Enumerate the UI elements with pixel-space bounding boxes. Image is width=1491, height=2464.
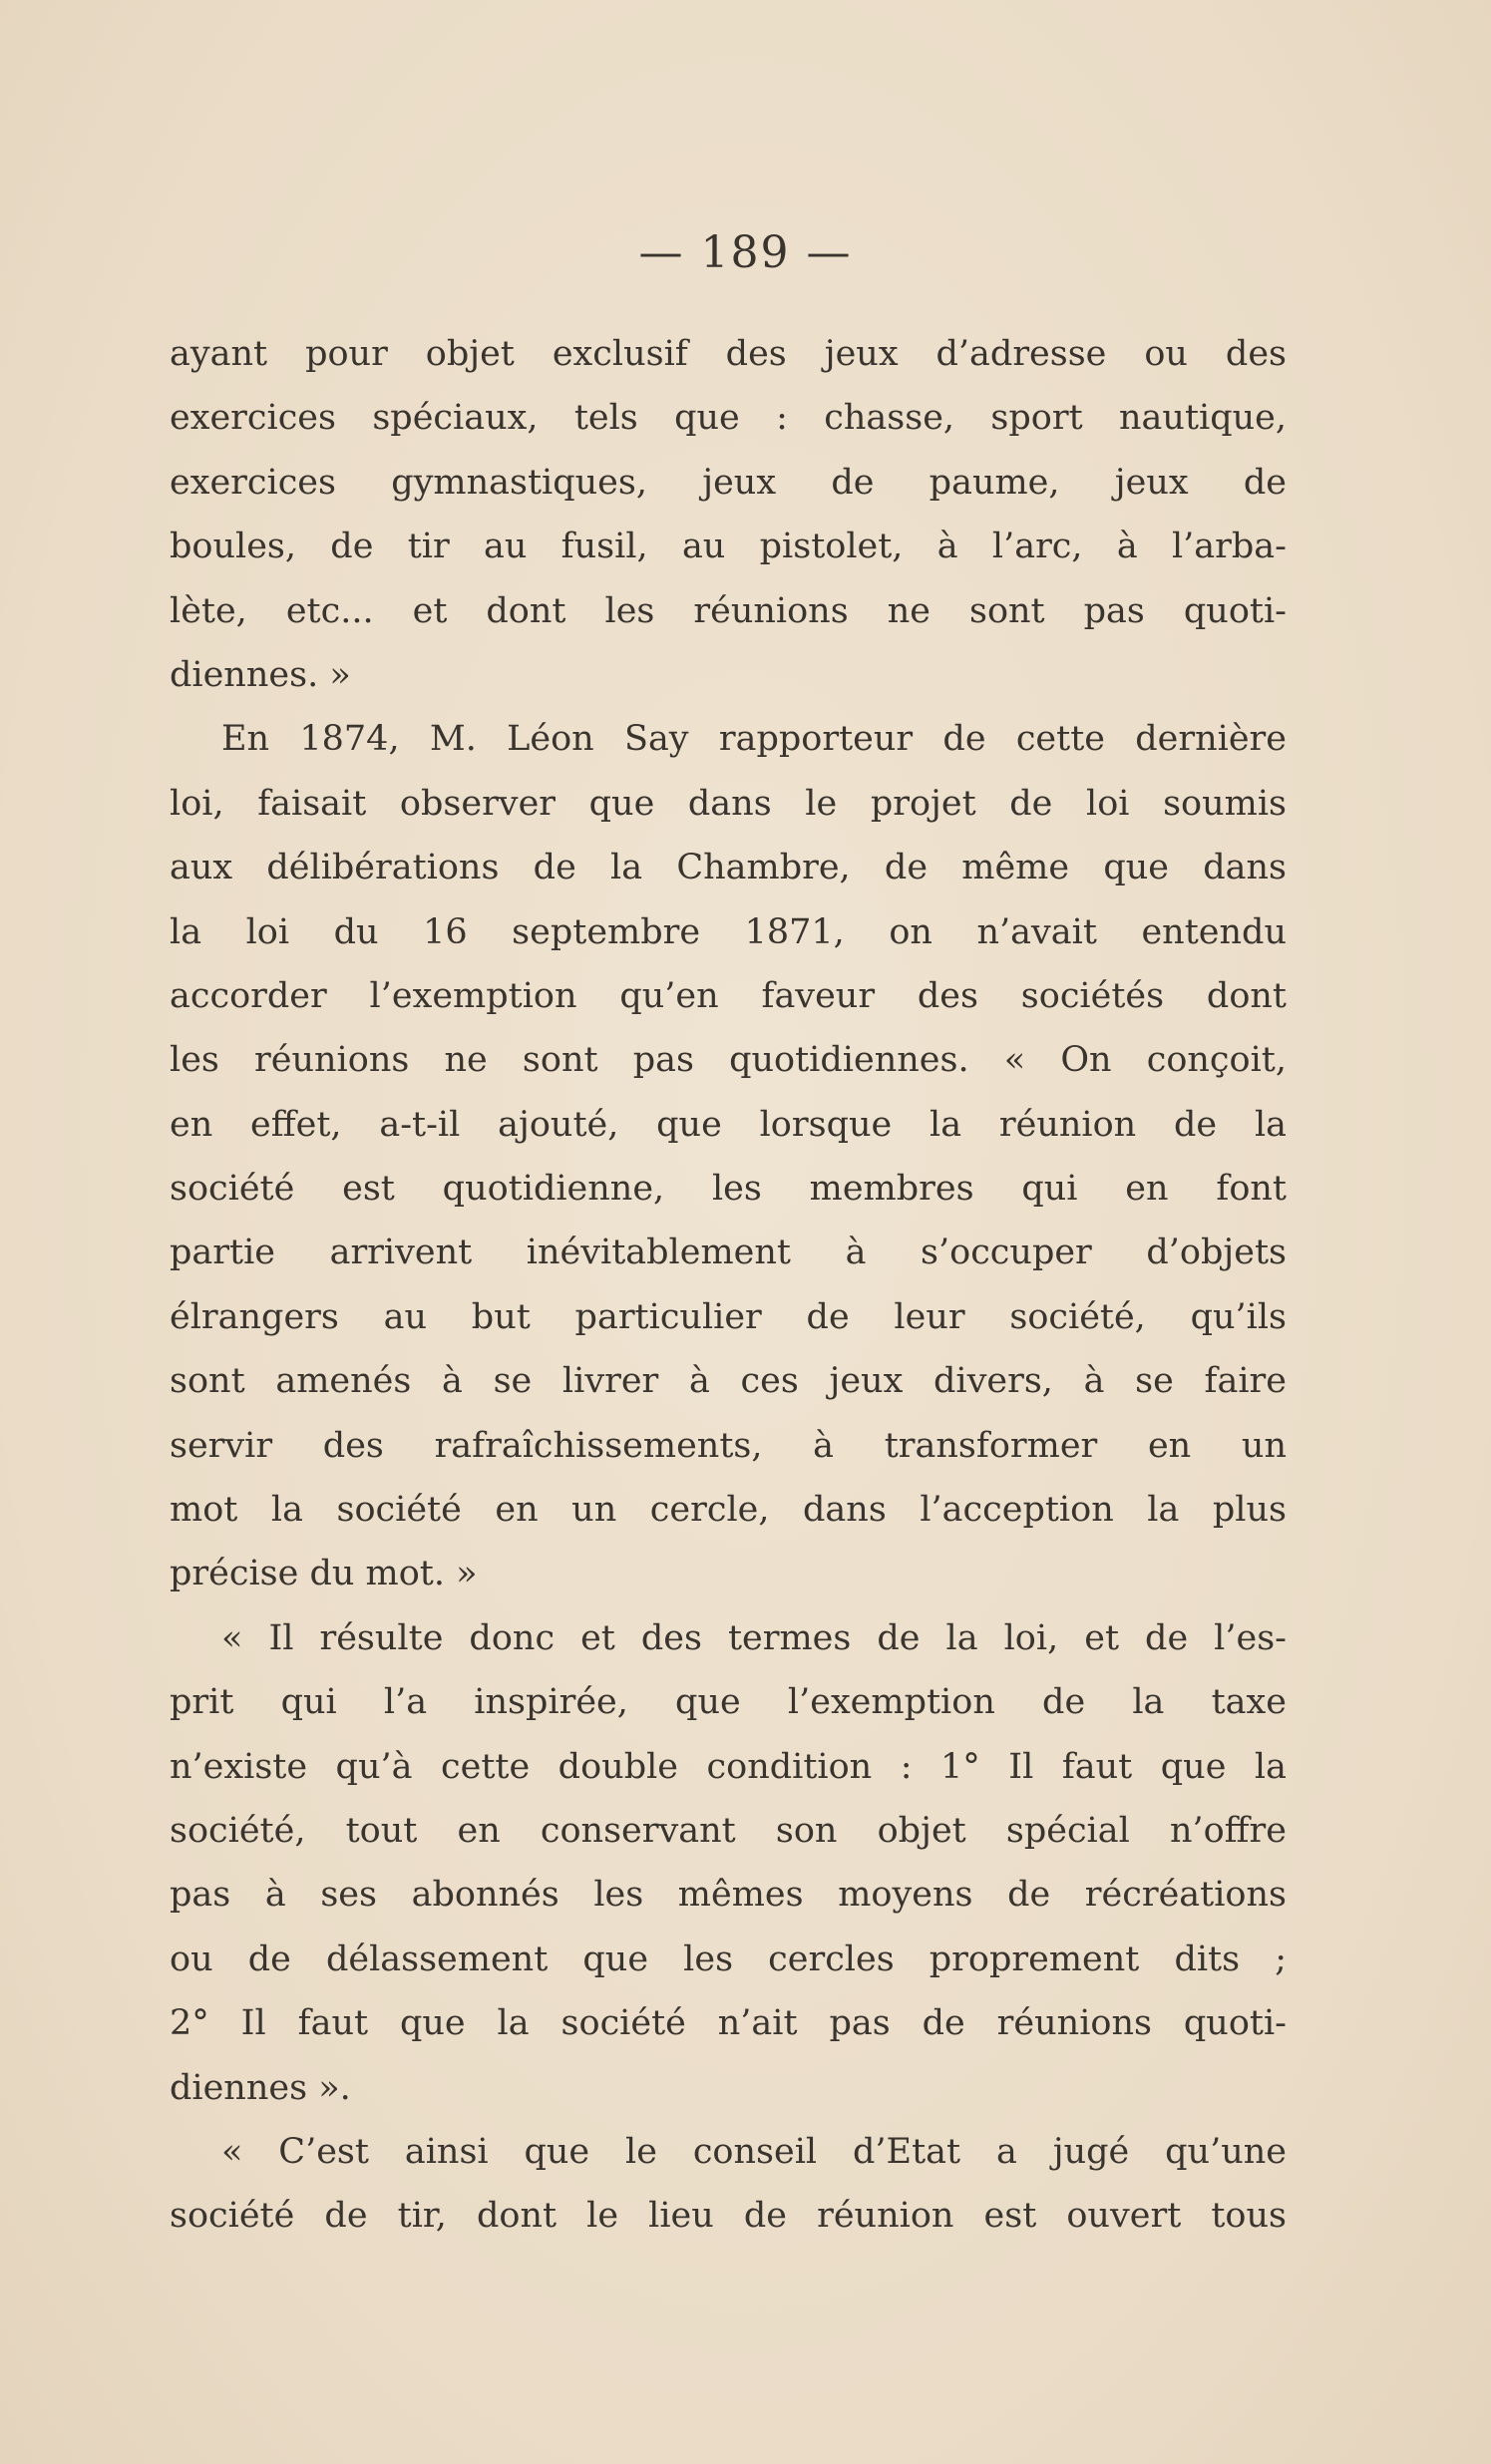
text-line: précise du mot. » [170,1554,478,1594]
text-line: En 1874, M. Léon Say rapporteur de cette dernière [221,719,1287,760]
text-line: servir des rafraîchissements, à transformer en un [170,1425,1287,1466]
text-line: prit qui l’a inspirée, que l’exemption de la taxe [170,1682,1287,1723]
text-line: société est quotidienne, les membres qui en font [170,1169,1287,1210]
text-line: élrangers au but particulier de leur société, qu’ils [170,1296,1287,1337]
text-line: en effet, a-t-il ajouté, que lorsque la réunion de la [170,1104,1287,1145]
text-line: la loi du 16 septembre 1871, on n’avait entendu [170,911,1287,952]
text-line: mot la société en un cercle, dans l’acception la plus [170,1490,1287,1531]
text-line: exercices spéciaux, tels que : chasse, sport nautique, [170,398,1287,439]
text-line: diennes. » [170,654,351,695]
text-line: sont amenés à se livrer à ces jeux divers, à se faire [170,1361,1287,1402]
body-text [170,322,1287,2249]
text-line: n’existe qu’à cette double condition : 1° Il faut que la [170,1746,1287,1787]
text-line: « C’est ainsi que le conseil d’Etat a jugé qu’une [221,2131,1287,2172]
text-line: les réunions ne sont pas quotidiennes. « On conçoit, [170,1040,1287,1081]
text-line: accorder l’exemption qu’en faveur des sociétés dont [170,975,1287,1016]
text-line: société de tir, dont le lieu de réunion est ouvert tous [170,2196,1287,2237]
text-line: boules, de tir au fusil, au pistolet, à l’arc, à l’arba- [170,527,1287,567]
text-line: loi, faisait observer que dans le projet de loi soumis [170,783,1287,824]
page-number: — 189 — [638,227,853,278]
text-line: ou de délassement que les cercles proprement dits ; [170,1938,1287,1979]
text-line: 2° Il faut que la société n’ait pas de réunions quoti- [170,2003,1287,2044]
text-line: « Il résulte donc et des termes de la loi, et de l’es- [221,1617,1287,1658]
text-line: lète, etc... et dont les réunions ne sont pas quoti- [170,590,1287,631]
text-line: ayant pour objet exclusif des jeux d’adresse ou des [170,334,1287,374]
text-line: diennes ». [170,2067,351,2108]
text-line: exercices gymnastiques, jeux de paume, jeux de [170,462,1287,503]
text-line: société, tout en conservant son objet spécial n’offre [170,1810,1287,1851]
text-line: partie arrivent inévitablement à s’occuper d’objets [170,1232,1287,1273]
text-line: aux délibérations de la Chambre, de même que dans [170,848,1287,888]
text-line: pas à ses abonnés les mêmes moyens de récréations [170,1875,1287,1916]
